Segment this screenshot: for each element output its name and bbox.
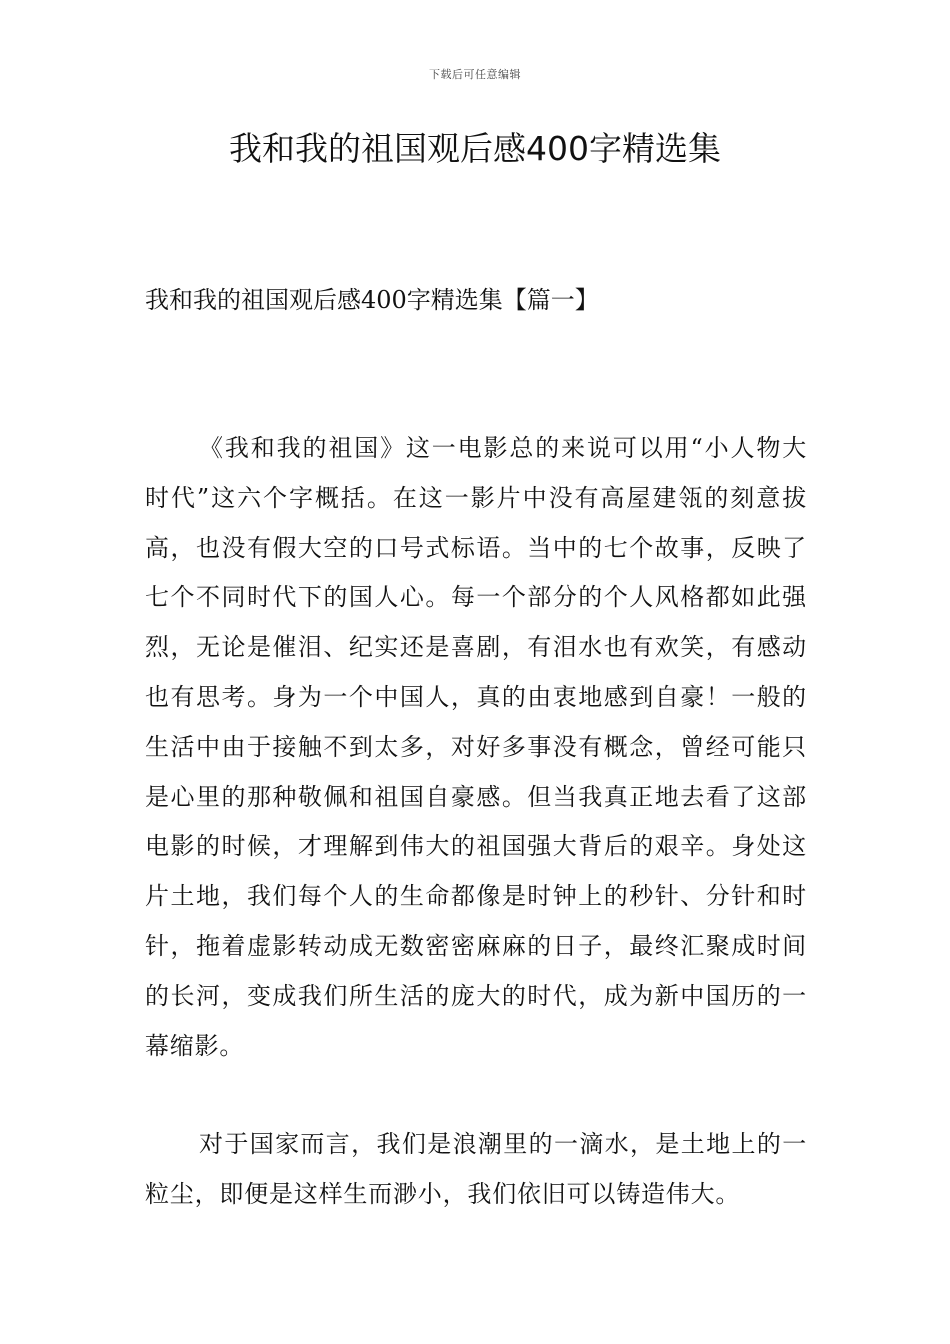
page-header-note: 下载后可任意编辑 [429,68,521,81]
body-paragraph-1: 《我和我的祖国》这一电影总的来说可以用“小人物大时代”这六个字概括。在这一影片中没有高屋建瓴的刻意拔高，也没有假大空的口号式标语。当中的七个故事，反映了七个不同时代下的国人心。每一个部分的个人风格都如此强烈，无论是催泪、纪实还是喜剧，有泪水也有欢笑，有感动也有思考。身为一个中国人，真的由衷地感到自豪！一般的生活中由于接触不到太多，对好多事没有概念，曾经可能只是心里的那种敬佩和祖国自豪感。但当我真正地去看了这部电影的时候，才理解到伟大的祖国强大背后的艰辛。身处这片土地，我们每个人的生命都像是时钟上的秒针、分针和时针，拖着虚影转动成无数密密麻麻的日子，最终汇聚成时间的长河，变成我们所生活的庞大的时代，成为新中国历的一幕缩影。 [145,434,807,1060]
document-title: 我和我的祖国观后感400字精选集 [229,129,721,168]
section-heading: 我和我的祖国观后感400字精选集【篇一】 [145,286,599,314]
body-paragraph-2: 对于国家而言，我们是浪潮里的一滴水，是土地上的一粒尘，即便是这样生而渺小，我们依旧可以铸造伟大。 [145,1130,807,1208]
